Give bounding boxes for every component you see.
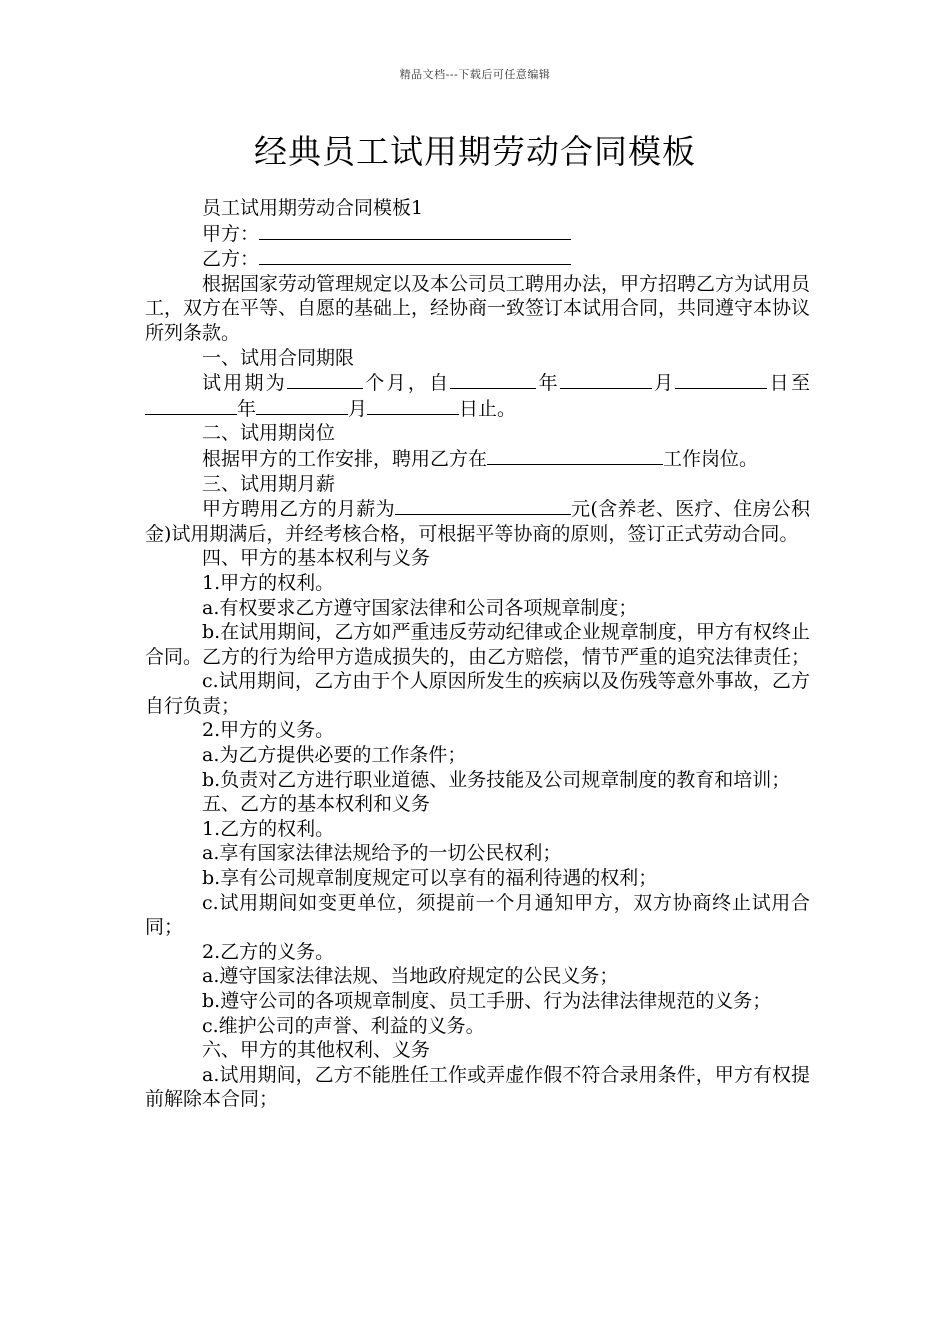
list-item: b.遵守公司的各项规章制度、员工手册、行为法律法律规范的义务； <box>202 990 772 1012</box>
text-span: 月 <box>651 372 676 395</box>
clause-heading: 四、甲方的基本权利与义务 <box>202 547 431 570</box>
header-note: 精品文档---下载后可任意编辑 <box>399 68 551 81</box>
text-span: 月 <box>348 397 368 420</box>
sub-heading: 2.乙方的义务。 <box>202 940 335 963</box>
party-a-label: 甲方： <box>202 222 260 245</box>
list-item: c.试用期间如变更单位，须提前一个月通知甲方，双方协商终止试用合同； <box>145 891 810 939</box>
list-item: c.维护公司的声誉、利益的义务。 <box>202 1014 485 1037</box>
clause-heading: 一、试用合同期限 <box>202 346 355 369</box>
salary-blank <box>395 496 571 515</box>
party-b-blank <box>259 246 571 265</box>
clause-heading: 六、甲方的其他权利、义务 <box>202 1039 431 1062</box>
list-item: a.为乙方提供必要的工作条件； <box>202 744 467 767</box>
position-paragraph <box>145 446 810 472</box>
start-year-blank <box>450 370 536 389</box>
clause-heading: 二、试用期岗位 <box>202 422 336 445</box>
text-span: 日至 <box>767 372 810 395</box>
sub-heading: 2.甲方的义务。 <box>202 719 335 742</box>
document-body <box>145 196 810 1112</box>
list-item: a.遵守国家法律法规、当地政府规定的公民义务； <box>202 965 619 988</box>
end-year-blank <box>145 396 237 415</box>
text-span: 元(含养老、医疗、住房公积金)试用期满后，并经考核合格，可根据平等协商的原则，签订正式劳动合同。 <box>145 498 810 545</box>
start-day-blank <box>675 370 767 389</box>
sub-heading: 1.甲方的权利。 <box>202 571 335 594</box>
text-span: 日止。 <box>459 397 517 420</box>
document-title: 经典员工试用期劳动合同模板 <box>254 132 696 171</box>
list-item: a.试用期间，乙方不能胜任工作或弄虚作假不符合录用条件，甲方有权提前解除本合同； <box>145 1063 810 1111</box>
paragraph: 根据国家劳动管理规定以及本公司员工聘用办法，甲方招聘乙方为试用员工，双方在平等、自愿的基础上，经协商一致签订本试用合同，共同遵守本协议所列条款。 <box>145 272 811 344</box>
text-span: 工作岗位。 <box>663 447 759 470</box>
text-span: 年 <box>237 397 257 420</box>
text-span: 个月，自 <box>363 372 451 395</box>
section-heading: 员工试用期劳动合同模板1 <box>202 197 424 219</box>
position-blank <box>487 446 663 465</box>
term-paragraph <box>145 370 810 421</box>
sub-heading: 1.乙方的权利。 <box>202 817 335 840</box>
text-span: 年 <box>536 372 560 395</box>
party-b-line <box>145 246 810 272</box>
text-span: 试用期为 <box>202 372 288 395</box>
party-a-line <box>145 221 810 247</box>
list-item: a.享有国家法律法规给予的一切公民权利； <box>202 842 562 865</box>
list-item: c.试用期间，乙方由于个人原因所发生的疾病以及伤残等意外事故，乙方自行负责； <box>145 670 810 717</box>
start-month-blank <box>560 370 652 389</box>
text-span: 甲方聘用乙方的月薪为 <box>202 498 395 521</box>
text-span: 根据甲方的工作安排，聘用乙方在 <box>202 447 488 470</box>
party-b-label: 乙方： <box>202 248 260 271</box>
list-item: b.享有公司规章制度规定可以享有的福利待遇的权利； <box>202 867 658 890</box>
salary-paragraph <box>145 496 810 546</box>
months-blank <box>287 370 363 389</box>
end-day-blank <box>367 396 459 415</box>
list-item: b.负责对乙方进行职业道德、业务技能及公司规章制度的教育和培训； <box>202 768 791 791</box>
party-a-blank <box>259 221 571 240</box>
list-item: a.有权要求乙方遵守国家法律和公司各项规章制度； <box>202 596 638 619</box>
clause-heading: 五、乙方的基本权利和义务 <box>202 793 431 816</box>
clause-heading: 三、试用期月薪 <box>202 472 336 495</box>
list-item: b.在试用期间，乙方如严重违反劳动纪律或企业规章制度，甲方有权终止合同。乙方的行为给甲方造成损失的，由乙方赔偿，情节严重的追究法律责任； <box>145 621 811 668</box>
end-month-blank <box>256 396 348 415</box>
